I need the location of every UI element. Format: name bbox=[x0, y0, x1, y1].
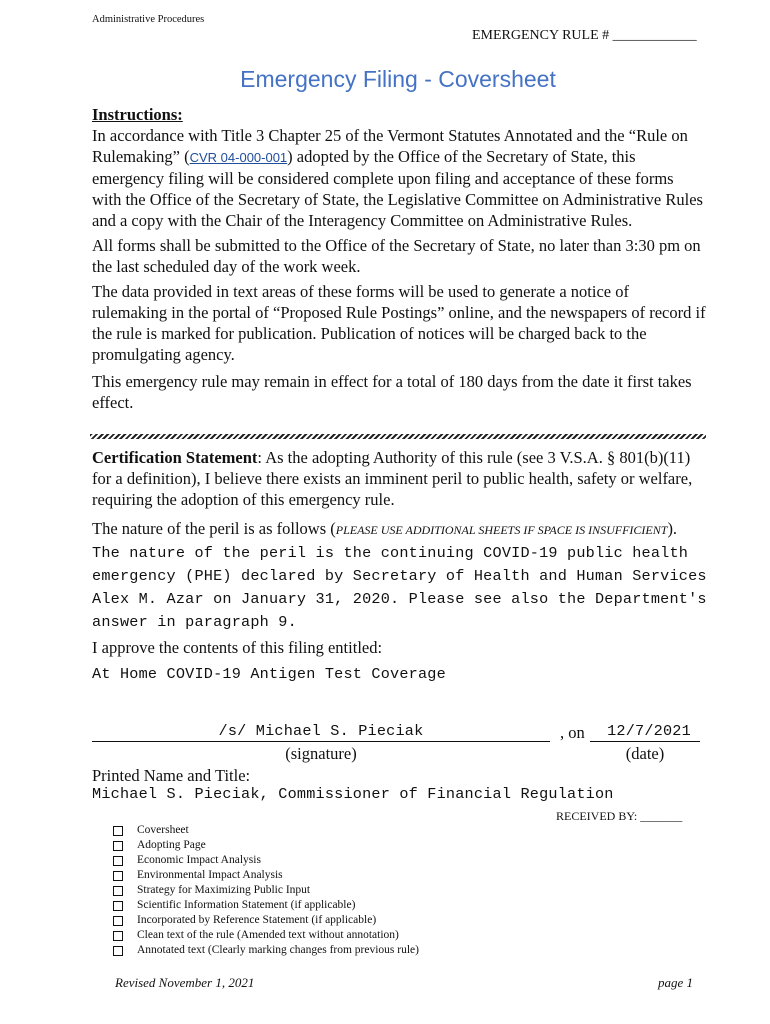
checkbox[interactable] bbox=[113, 841, 123, 851]
checklist-item-label: Strategy for Maximizing Public Input bbox=[137, 884, 311, 896]
checklist-item-label: Scientific Information Statement (if applicable) bbox=[137, 899, 356, 911]
document-checklist bbox=[113, 823, 419, 958]
checklist-item[interactable] bbox=[113, 898, 419, 913]
checklist-item-label: Adopting Page bbox=[137, 839, 206, 851]
checkbox[interactable] bbox=[113, 901, 123, 911]
footer-revised: Revised November 1, 2021 bbox=[115, 975, 255, 990]
signature-field[interactable]: /s/ Michael S. Pieciak bbox=[218, 722, 424, 740]
date-caption: (date) bbox=[625, 744, 665, 763]
checklist-item[interactable] bbox=[113, 943, 419, 958]
instructions-para-1-before: In accordance with Title 3 Chapter 25 of the Vermont Statutes Annotated and the “Rule on Rulemaking” ( bbox=[92, 126, 688, 166]
signature-caption: (signature) bbox=[285, 744, 357, 763]
checkbox[interactable] bbox=[113, 931, 123, 941]
instructions-para-1-after: ) adopted by the Office of the Secretary of State, this emergency filing will be considered complete upon filing and acceptance of these forms with the Office of the Secretary of State, the Legislative Committee on Administrative Rules and a copy with the Chair of the Interagency Committee on Administrative Rules. bbox=[92, 147, 703, 230]
checkbox[interactable] bbox=[113, 856, 123, 866]
received-by-label: RECEIVED BY: _______ bbox=[556, 809, 683, 823]
printed-name-label: Printed Name and Title: bbox=[92, 766, 251, 785]
peril-close: ). bbox=[667, 519, 678, 538]
checklist-item[interactable] bbox=[113, 883, 419, 898]
checklist-item-label: Clean text of the rule (Amended text without annotation) bbox=[137, 929, 399, 941]
checkbox[interactable] bbox=[113, 886, 123, 896]
certification-section bbox=[92, 447, 707, 685]
instructions-heading: Instructions: bbox=[92, 105, 183, 124]
checklist-item-label: Economic Impact Analysis bbox=[137, 854, 261, 866]
checkbox[interactable] bbox=[113, 946, 123, 956]
printed-name-field[interactable]: Michael S. Pieciak, Commissioner of Financial Regulation bbox=[92, 785, 614, 803]
checklist-item[interactable] bbox=[113, 913, 419, 928]
approve-label: I approve the contents of this filing entitled: bbox=[92, 638, 383, 657]
header-admin-procedures: Administrative Procedures bbox=[92, 14, 205, 25]
peril-note: PLEASE USE ADDITIONAL SHEETS IF SPACE IS INSUFFICIENT bbox=[335, 523, 668, 537]
footer-page-number: page 1 bbox=[658, 975, 694, 990]
checklist-item[interactable] bbox=[113, 868, 419, 883]
section-divider bbox=[90, 434, 706, 439]
peril-intro: The nature of the peril is as follows ( bbox=[92, 519, 336, 538]
certification-statement bbox=[92, 447, 707, 510]
peril-description bbox=[92, 518, 707, 633]
emergency-rule-number: EMERGENCY RULE # ____________ bbox=[472, 28, 697, 43]
checklist-item-label: Environmental Impact Analysis bbox=[137, 869, 283, 881]
instructions-para-1 bbox=[92, 125, 707, 231]
checkbox[interactable] bbox=[113, 916, 123, 926]
page-title: Emergency Filing - Coversheet bbox=[240, 66, 556, 92]
checklist-item-label: Coversheet bbox=[137, 824, 189, 836]
checkbox[interactable] bbox=[113, 871, 123, 881]
instructions-para-2: All forms shall be submitted to the Office of the Secretary of State, no later than 3:30 pm on the last scheduled day of the work week. bbox=[92, 236, 701, 276]
checklist-item[interactable] bbox=[113, 928, 419, 943]
peril-text-field[interactable]: The nature of the peril is the continuing COVID-19 public health emergency (PHE) declared by Secretary of Health and Human Services Alex M. Azar on January 31, 2020. Please see also the Department's answer in paragraph 9. bbox=[92, 544, 707, 631]
instructions-para-3: The data provided in text areas of these forms will be used to generate a notice of rulemaking in the portal of “Proposed Rule Postings” online, and the newspapers of record if the rule is marked for publication. Publication of notices will be charged back to the promulgating agency. bbox=[92, 282, 706, 364]
checklist-item-label: Incorporated by Reference Statement (if applicable) bbox=[137, 914, 377, 926]
checklist-item[interactable] bbox=[113, 853, 419, 868]
on-label: , on bbox=[560, 723, 585, 742]
instructions-section bbox=[92, 104, 707, 413]
checklist-item-label: Annotated text (Clearly marking changes from previous rule) bbox=[137, 944, 419, 956]
instructions-para-4: This emergency rule may remain in effect for a total of 180 days from the date it first takes effect. bbox=[92, 372, 692, 412]
checklist-item[interactable] bbox=[113, 823, 419, 838]
checklist-item[interactable] bbox=[113, 838, 419, 853]
certification-label: Certification Statement bbox=[92, 448, 258, 467]
certification-text: : As the adopting Authority of this rule (see 3 V.S.A. § 801(b)(11) for a definition), I believe there exists an imminent peril to public health, safety or welfare, requiring the adoption of this emergency rule. bbox=[92, 448, 693, 509]
checkbox[interactable] bbox=[113, 826, 123, 836]
filing-title-field[interactable]: At Home COVID-19 Antigen Test Coverage bbox=[92, 665, 446, 683]
date-field[interactable]: 12/7/2021 bbox=[607, 722, 691, 740]
cvr-link[interactable]: CVR 04-000-001 bbox=[189, 150, 288, 165]
